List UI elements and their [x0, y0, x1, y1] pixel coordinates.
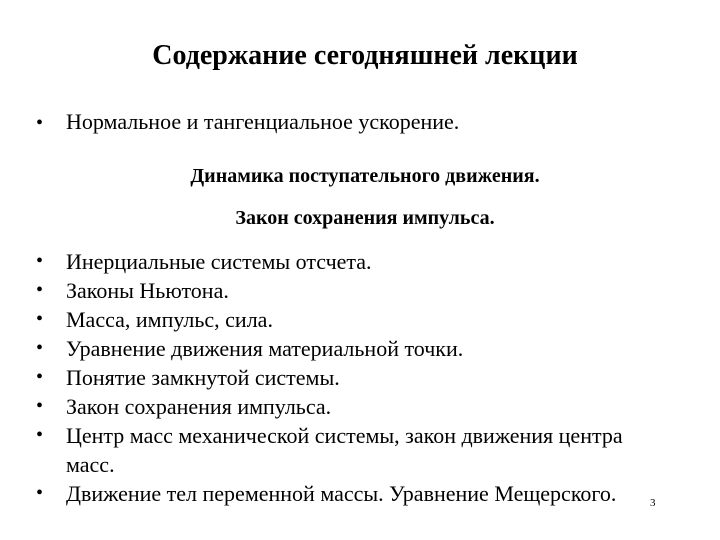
bullet-marker: •	[36, 395, 44, 417]
list-item-text: Уравнение движения материальной точки.	[66, 336, 464, 361]
list-item	[36, 363, 623, 392]
list-item-text: Центр масс механической системы, закон движения центра	[66, 423, 623, 448]
list-item	[36, 276, 623, 305]
bullet-marker: •	[36, 308, 44, 330]
list-item	[36, 247, 623, 276]
page-number: 3	[650, 497, 656, 509]
subheading-dynamics: Динамика поступательного движения.	[190, 165, 540, 187]
list-item-text: Масса, импульс, сила.	[66, 307, 273, 332]
list-item	[36, 334, 623, 363]
bullet-marker: •	[36, 366, 44, 388]
bullet-marker: •	[36, 112, 44, 134]
list-item-text: Движение тел переменной массы. Уравнение Мещерского.	[66, 481, 617, 506]
list-item-continuation-text: масс.	[66, 452, 115, 477]
bullet-marker: •	[36, 279, 44, 301]
slide-title: Содержание сегодняшней лекции	[152, 40, 578, 71]
intro-bullet-text: Нормальное и тангенциальное ускорение.	[66, 109, 460, 134]
bullet-marker: •	[36, 337, 44, 359]
list-item-text: Законы Ньютона.	[66, 278, 229, 303]
list-item	[36, 305, 623, 334]
bullet-marker: •	[36, 482, 44, 504]
list-item-text: Понятие замкнутой системы.	[66, 365, 340, 390]
list-item	[36, 421, 623, 450]
list-item-continuation	[36, 450, 623, 479]
bullet-marker: •	[36, 250, 44, 272]
list-item	[36, 479, 623, 508]
list-item-text: Инерциальные системы отсчета.	[66, 249, 372, 274]
topic-list	[36, 247, 623, 508]
list-item	[36, 392, 623, 421]
subheading-momentum-law: Закон сохранения импульса.	[235, 207, 495, 229]
intro-bullet-line	[36, 108, 459, 137]
bullet-marker: •	[36, 424, 44, 446]
list-item-text: Закон сохранения импульса.	[66, 394, 332, 419]
